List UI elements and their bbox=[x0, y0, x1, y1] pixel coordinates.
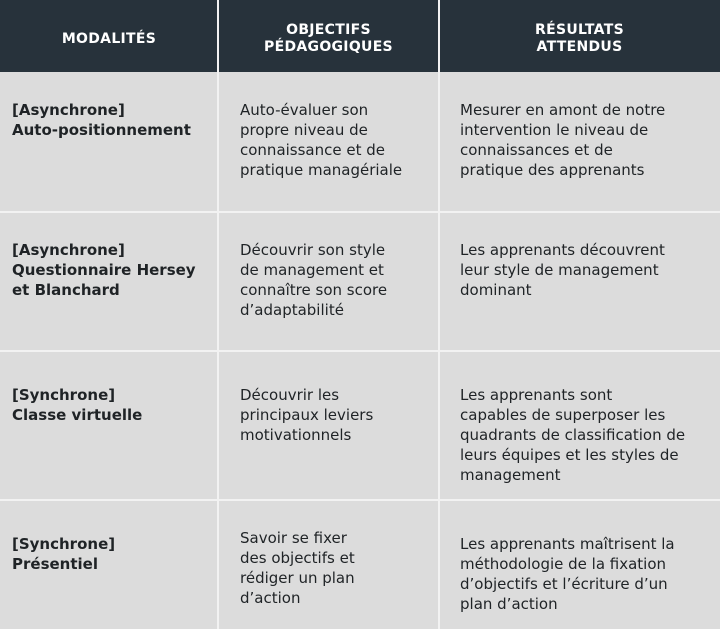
row-3-modalite: [Synchrone] Classe virtuelle bbox=[0, 351, 218, 500]
row-2-resultat: Les apprenants découvrent leur style de management dominant bbox=[439, 212, 720, 351]
row-1-objectif: Auto-évaluer son propre niveau de connaissance et de pratique managériale bbox=[218, 72, 439, 212]
row-divider bbox=[0, 211, 720, 213]
row-3-resultat: Les apprenants sont capables de superposer les quadrants de classification de leurs équipes et les styles de management bbox=[439, 351, 720, 500]
header-resultats-attendus: RÉSULTATS ATTENDUS bbox=[439, 0, 720, 72]
row-4-resultat: Les apprenants maîtrisent la méthodologie de la fixation d’objectifs et l’écriture d’un plan d’action bbox=[439, 500, 720, 629]
row-divider bbox=[0, 350, 720, 352]
row-3-objectif: Découvrir les principaux leviers motivationnels bbox=[218, 351, 439, 500]
row-4-objectif: Savoir se fixer des objectifs et rédiger un plan d’action bbox=[218, 500, 439, 629]
row-4-modalite: [Synchrone] Présentiel bbox=[0, 500, 218, 629]
row-1-modalite: [Asynchrone] Auto-positionnement bbox=[0, 72, 218, 212]
column-divider bbox=[438, 0, 440, 629]
row-1-resultat: Mesurer en amont de notre intervention le niveau de connaissances et de pratique des apprenants bbox=[439, 72, 720, 212]
column-divider bbox=[217, 0, 219, 629]
header-objectifs-pedagogiques: OBJECTIFS PÉDAGOGIQUES bbox=[218, 0, 439, 72]
header-modalites: MODALITÉS bbox=[0, 0, 218, 72]
row-divider bbox=[0, 499, 720, 501]
row-2-objectif: Découvrir son style de management et connaître son score d’adaptabilité bbox=[218, 212, 439, 351]
row-2-modalite: [Asynchrone] Questionnaire Hersey et Blanchard bbox=[0, 212, 218, 351]
